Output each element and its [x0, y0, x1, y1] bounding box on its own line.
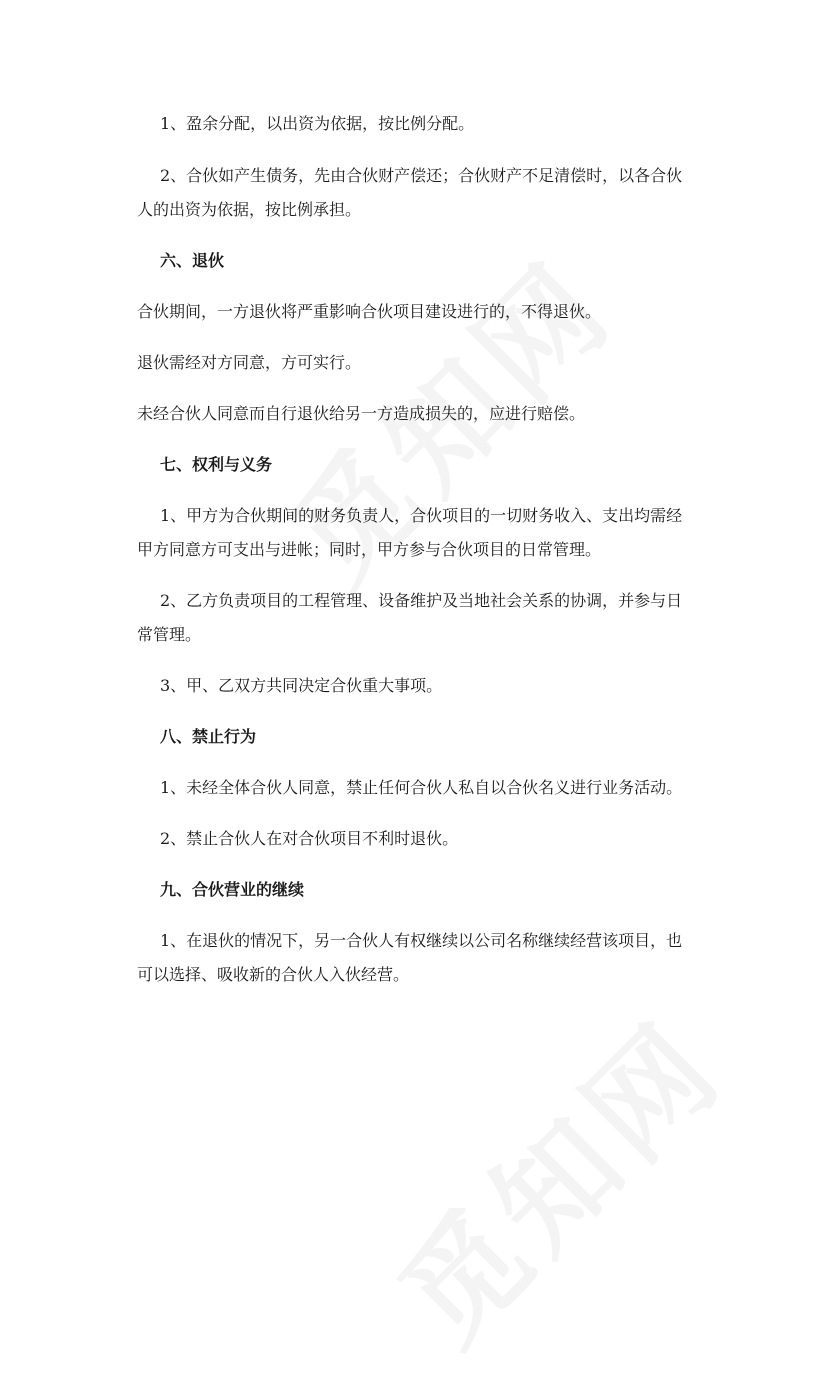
- paragraph-rights-2-line2: 常管理。: [137, 625, 202, 644]
- paragraph-withdrawal-1: 合伙期间，一方退伙将严重影响合伙项目建设进行的，不得退伙。: [137, 302, 602, 321]
- paragraph-rights-3: 3、甲、乙双方共同决定合伙重大事项。: [160, 676, 443, 695]
- paragraph-withdrawal-3: 未经合伙人同意而自行退伙给另一方造成损失的，应进行赔偿。: [137, 404, 586, 423]
- paragraph-withdrawal-2: 退伙需经对方同意，方可实行。: [137, 353, 362, 372]
- paragraph-rights-2-line1: 2、乙方负责项目的工程管理、设备维护及当地社会关系的协调，并参与日: [160, 591, 683, 610]
- paragraph-prohibited-2: 2、禁止合伙人在对合伙项目不利时退伙。: [160, 829, 459, 848]
- section-heading-prohibited: 八、禁止行为: [160, 727, 257, 746]
- paragraph-continuation-1-line2: 可以选择、吸收新的合伙人入伙经营。: [137, 965, 410, 984]
- paragraph-rights-1-line2: 甲方同意方可支出与进帐；同时，甲方参与合伙项目的日常管理。: [137, 540, 602, 559]
- paragraph-profit-2-line1: 2、合伙如产生债务，先由合伙财产偿还；合伙财产不足清偿时，以各合伙: [160, 166, 683, 185]
- watermark: [356, 977, 753, 1374]
- paragraph-profit-2-line2: 人的出资为依据，按比例承担。: [137, 200, 362, 219]
- section-heading-withdrawal: 六、退伙: [160, 251, 225, 270]
- section-heading-continuation: 九、合伙营业的继续: [160, 880, 305, 899]
- paragraph-rights-1-line1: 1、甲方为合伙期间的财务负责人，合伙项目的一切财务收入、支出均需经: [160, 506, 683, 525]
- paragraph-prohibited-1: 1、未经全体合伙人同意，禁止任何合伙人私自以合伙名义进行业务活动。: [160, 778, 683, 797]
- paragraph-profit-1: 1、盈余分配，以出资为依据，按比例分配。: [160, 114, 475, 133]
- section-heading-rights: 七、权利与义务: [160, 455, 273, 474]
- paragraph-continuation-1-line1: 1、在退伙的情况下，另一合伙人有权继续以公司名称继续经营该项目，也: [160, 931, 683, 950]
